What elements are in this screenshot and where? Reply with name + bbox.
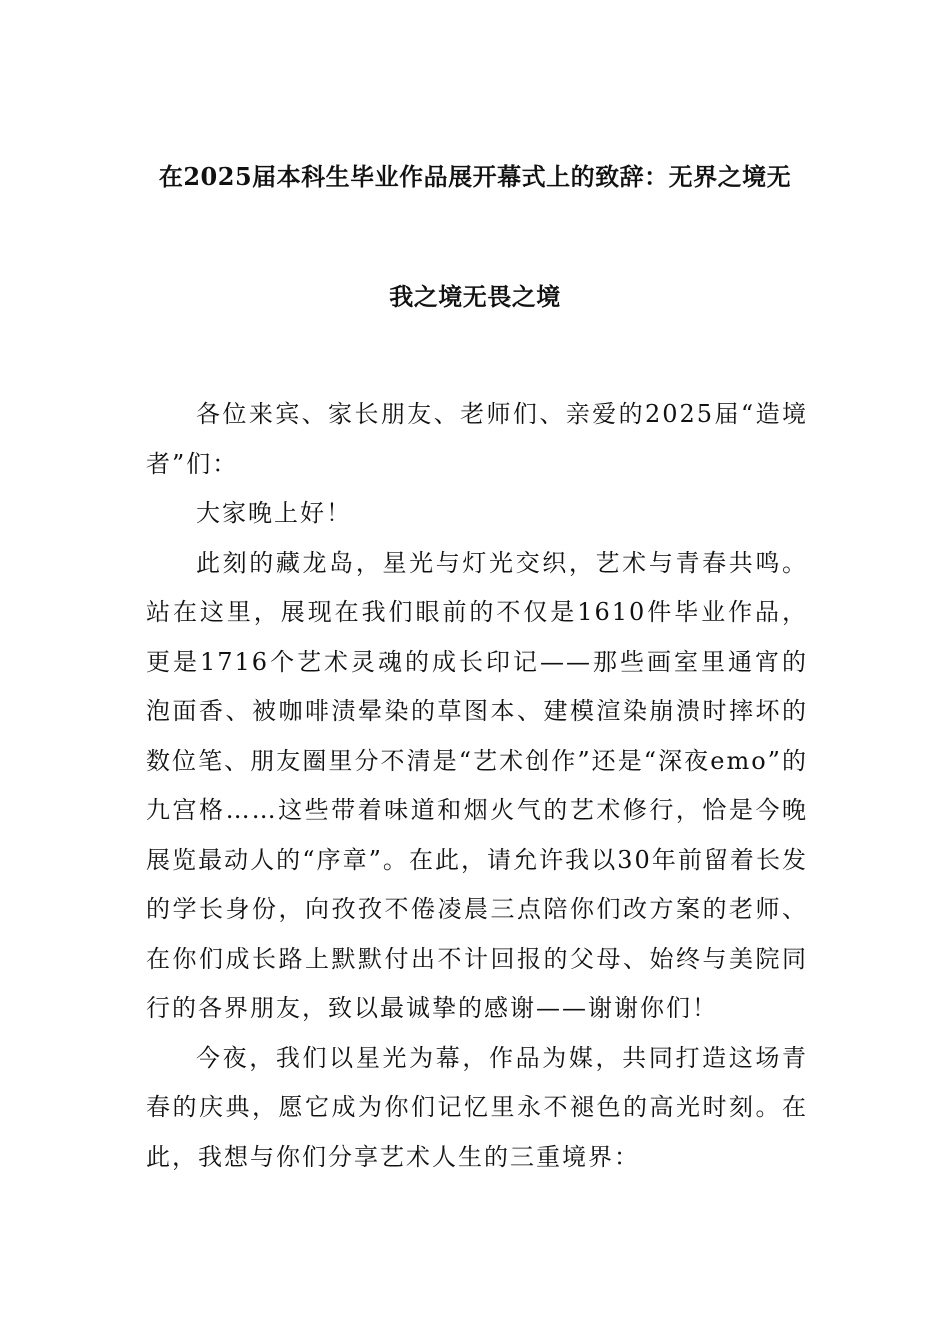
paragraph-salutation: 各位来宾、家长朋友、老师们、亲爱的2025届“造境者”们： <box>146 400 808 478</box>
paragraph-greeting: 大家晚上好！ <box>196 499 352 527</box>
document-title-line-2: 我之境无畏之境 <box>389 282 561 311</box>
paragraph-opening: 此刻的藏龙岛，星光与灯光交织，艺术与青春共鸣。站在这里，展现在我们眼前的不仅是1610件毕业作品，更是1716个艺术灵魂的成长印记——那些画室里通宵的泡面香、被咖啡渍晕染的草图本、建模渲染崩溃时摔坏的数位笔、朋友圈里分不清是“艺术创作”还是“深夜emo”的九宫格……这些带着味道和烟火气的艺术修行，恰是今晚展览最动人的“序章”。在此，请允许我以30年前留着长发的学长身份，向孜孜不倦凌晨三点陪你们改方案的老师、在你们成长路上默默付出不计回报的父母、始终与美院同行的各界朋友，致以最诚挚的感谢——谢谢你们！ <box>146 548 808 1022</box>
document-body <box>146 390 808 1182</box>
paragraph-three-realms-intro: 今夜，我们以星光为幕，作品为媒，共同打造这场青春的庆典，愿它成为你们记忆里永不褪色的高光时刻。在此，我想与你们分享艺术人生的三重境界： <box>146 1043 808 1171</box>
document-title-line-1: 在2025届本科生毕业作品展开幕式上的致辞：无界之境无 <box>158 162 792 191</box>
